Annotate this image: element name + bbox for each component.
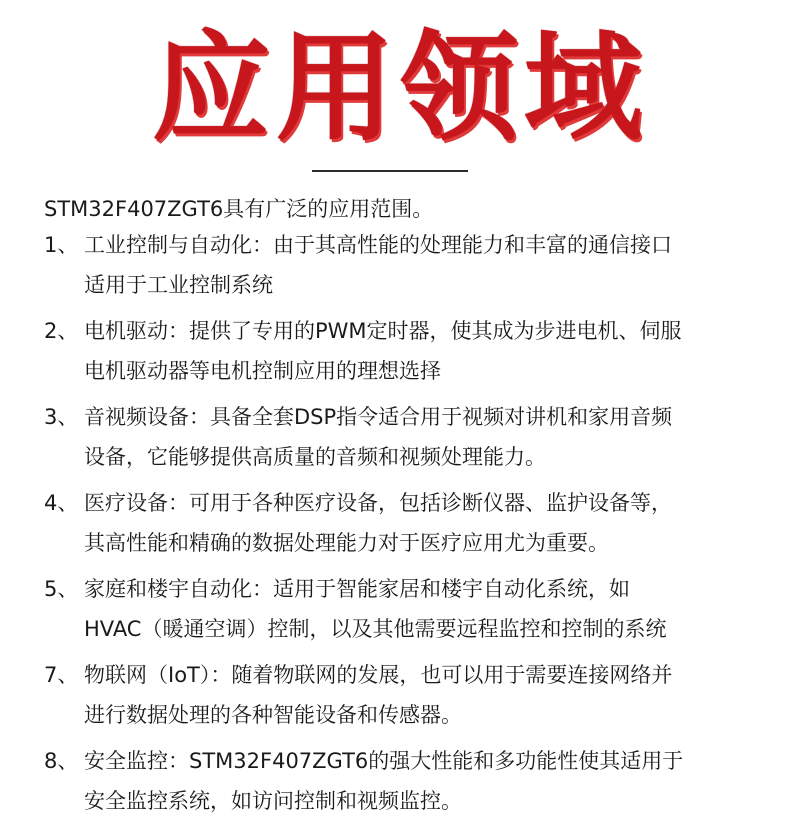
item-line-1: 医疗设备：可用于各种医疗设备，包括诊断仪器、监护设备等， — [84, 491, 672, 515]
item-line-2: HVAC（暖通空调）控制，以及其他需要远程监控和控制的系统 — [84, 617, 667, 641]
item-line-1: 工业控制与自动化：由于其高性能的处理能力和丰富的通信接口 — [84, 233, 672, 257]
item-body — [84, 311, 774, 391]
item-body — [84, 741, 774, 821]
list-item — [44, 655, 774, 741]
item-line-2: 适用于工业控制系统 — [84, 273, 273, 297]
item-number: 8、 — [44, 749, 79, 773]
item-line-2: 其高性能和精确的数据处理能力对于医疗应用尤为重要。 — [84, 531, 609, 555]
item-number: 3、 — [44, 405, 79, 429]
item-line-1: 安全监控：STM32F407ZGT6的强大性能和多功能性使其适用于 — [84, 749, 684, 773]
list-item — [44, 397, 774, 483]
list-item — [44, 225, 774, 311]
item-body — [84, 225, 774, 305]
item-body — [84, 655, 774, 735]
item-body — [84, 397, 774, 477]
item-body — [84, 569, 774, 649]
list-item — [44, 741, 774, 827]
item-body — [84, 483, 774, 563]
item-line-2: 电机驱动器等电机控制应用的理想选择 — [84, 359, 441, 383]
item-number: 4、 — [44, 491, 79, 515]
title-divider — [312, 170, 468, 172]
item-line-1: 电机驱动：提供了专用的PWM定时器，使其成为步进电机、伺服 — [84, 319, 682, 343]
item-number: 7、 — [44, 663, 79, 687]
item-line-1: 音视频设备：具备全套DSP指令适合用于视频对讲机和家用音频 — [84, 405, 673, 429]
item-line-2: 设备，它能够提供高质量的音频和视频处理能力。 — [84, 445, 546, 469]
item-line-1: 物联网（IoT）：随着物联网的发展，也可以用于需要连接网络并 — [84, 663, 673, 687]
application-list — [44, 225, 774, 827]
item-number: 1、 — [44, 233, 79, 257]
item-line-1: 家庭和楼宇自动化：适用于智能家居和楼宇自动化系统，如 — [84, 577, 630, 601]
item-number: 5、 — [44, 577, 79, 601]
list-item — [44, 311, 774, 397]
list-item — [44, 483, 774, 569]
list-item — [44, 569, 774, 655]
item-number: 2、 — [44, 319, 79, 343]
intro-text: STM32F407ZGT6具有广泛的应用范围。 — [44, 197, 434, 221]
item-line-2: 进行数据处理的各种智能设备和传感器。 — [84, 703, 462, 727]
item-line-2: 安全监控系统，如访问控制和视频监控。 — [84, 789, 462, 813]
page-title: 应用领域 — [151, 19, 648, 157]
